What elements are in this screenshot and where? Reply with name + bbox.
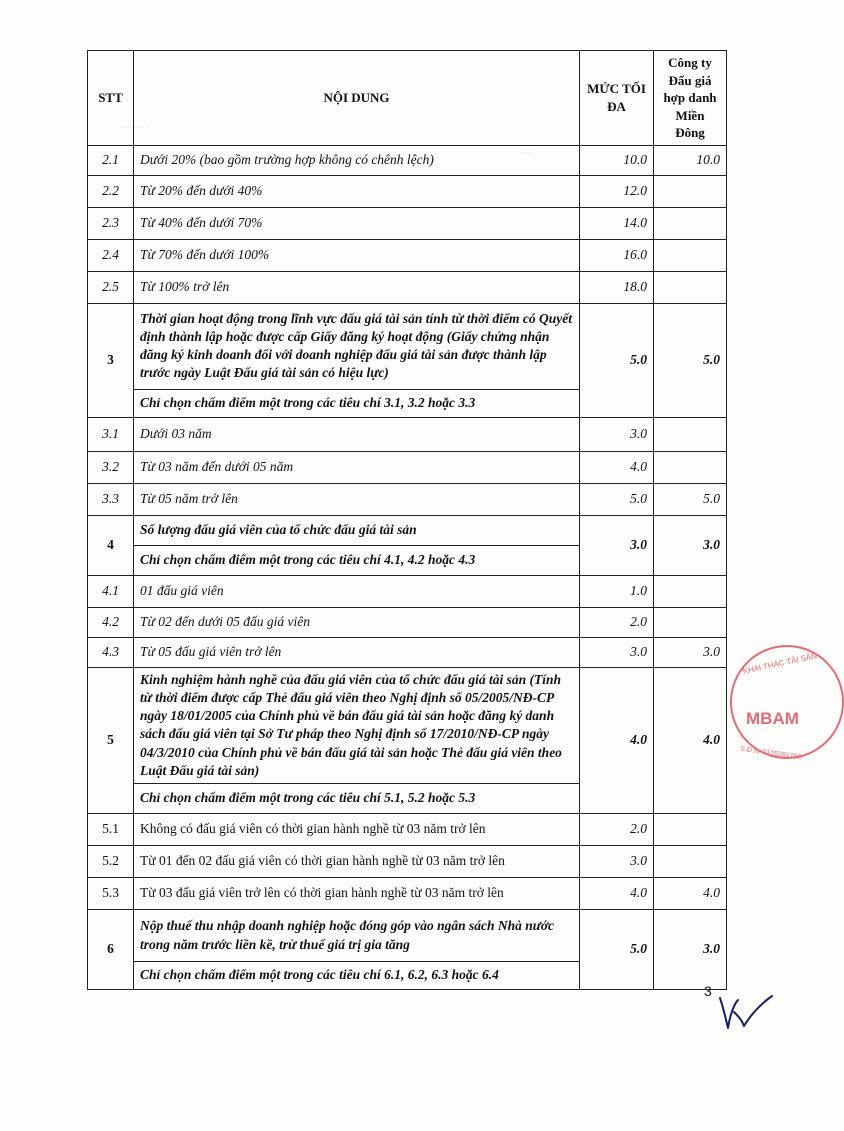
row-content: Từ 03 đấu giá viên trở lên có thời gian hành nghề từ 03 năm trở lên	[134, 878, 580, 910]
row-score	[654, 417, 727, 451]
row-score: 4.0	[654, 667, 727, 813]
table-row	[88, 846, 727, 878]
row-max: 2.0	[580, 814, 654, 846]
header-content: NỘI DUNG	[134, 51, 580, 146]
row-content: Số lượng đấu giá viên của tổ chức đấu giá tài sản	[134, 515, 580, 545]
table-row	[88, 878, 727, 910]
row-max: 4.0	[580, 878, 654, 910]
row-score	[654, 451, 727, 483]
table-row	[88, 814, 727, 846]
table-row	[88, 175, 727, 207]
table-row-group	[88, 303, 727, 389]
table-row	[88, 607, 727, 637]
header-stt: STT	[88, 51, 134, 146]
row-content: Nộp thuế thu nhập doanh nghiệp hoặc đóng góp vào ngân sách Nhà nước trong năm trước liền kề, trừ thuế giá trị gia tăng	[134, 910, 580, 962]
row-stt: 5.2	[88, 846, 134, 878]
row-content: Từ 100% trở lên	[134, 271, 580, 303]
row-max: 16.0	[580, 239, 654, 271]
handwritten-signature	[716, 990, 776, 1035]
table-row	[88, 417, 727, 451]
table-row	[88, 451, 727, 483]
row-score: 5.0	[654, 303, 727, 417]
row-max: 3.0	[580, 515, 654, 575]
row-content: Từ 05 năm trở lên	[134, 483, 580, 515]
row-score	[654, 846, 727, 878]
row-max: 14.0	[580, 207, 654, 239]
row-content: Thời gian hoạt động trong lĩnh vực đấu giá tài sản tính từ thời điểm có Quyết định thành lập hoặc được cấp Giấy đăng ký hoạt động (Giấy chứng nhận đăng ký kinh doanh đối với doanh nghiệp đấu giá tài sản được thành lập trước ngày Luật Đấu giá tài sản có hiệu lực)	[134, 303, 580, 389]
stamp-text-bottom: S.Đ.N: 0105281799	[739, 745, 802, 762]
row-stt: 2.2	[88, 175, 134, 207]
table-row	[88, 239, 727, 271]
stamp-text-top: KHAI THÁC TÀI SẢN	[741, 651, 818, 676]
table-header-row	[88, 51, 727, 146]
row-max: 5.0	[580, 303, 654, 417]
row-content: Từ 20% đến dưới 40%	[134, 175, 580, 207]
row-max: 3.0	[580, 846, 654, 878]
table-row	[88, 145, 727, 175]
row-content: Dưới 03 năm	[134, 417, 580, 451]
table-row	[88, 575, 727, 607]
row-content: Từ 02 đến dưới 05 đấu giá viên	[134, 607, 580, 637]
row-note: Chỉ chọn chấm điểm một trong các tiêu chí 5.1, 5.2 hoặc 5.3	[134, 784, 580, 814]
row-max: 18.0	[580, 271, 654, 303]
row-score: 3.0	[654, 515, 727, 575]
page-number: 3	[704, 983, 712, 999]
row-note: Chỉ chọn chấm điểm một trong các tiêu chí 3.1, 3.2 hoặc 3.3	[134, 389, 580, 417]
row-stt: 4.1	[88, 575, 134, 607]
table-row	[88, 271, 727, 303]
row-stt: 6	[88, 910, 134, 990]
table-row-group	[88, 515, 727, 545]
row-score: 3.0	[654, 637, 727, 667]
row-content: Từ 05 đấu giá viên trở lên	[134, 637, 580, 667]
table-row	[88, 207, 727, 239]
bleed-through-text: . . .	[520, 145, 532, 155]
row-content: Từ 01 đến 02 đấu giá viên có thời gian hành nghề từ 03 năm trở lên	[134, 846, 580, 878]
row-content: Dưới 20% (bao gồm trường hợp không có chênh lệch)	[134, 145, 580, 175]
row-stt: 3.1	[88, 417, 134, 451]
row-max: 5.0	[580, 910, 654, 990]
row-score: 10.0	[654, 145, 727, 175]
row-content: Không có đấu giá viên có thời gian hành nghề từ 03 năm trở lên	[134, 814, 580, 846]
row-score	[654, 814, 727, 846]
row-stt: 3.3	[88, 483, 134, 515]
row-score: 3.0	[654, 910, 727, 990]
row-max: 3.0	[580, 417, 654, 451]
row-max: 5.0	[580, 483, 654, 515]
row-score: 5.0	[654, 483, 727, 515]
row-score	[654, 271, 727, 303]
row-stt: 4.2	[88, 607, 134, 637]
row-stt: 3	[88, 303, 134, 417]
row-stt: 5.3	[88, 878, 134, 910]
row-max: 10.0	[580, 145, 654, 175]
row-stt: 5.1	[88, 814, 134, 846]
row-stt: 5	[88, 667, 134, 813]
table-row	[88, 637, 727, 667]
row-stt: 3.2	[88, 451, 134, 483]
row-score	[654, 607, 727, 637]
row-score	[654, 175, 727, 207]
row-max: 3.0	[580, 637, 654, 667]
header-company: Công ty Đấu giá hợp danh Miền Đông	[654, 51, 727, 146]
row-stt: 2.4	[88, 239, 134, 271]
stamp-text-center: MBAM	[746, 709, 799, 728]
row-stt: 2.5	[88, 271, 134, 303]
criteria-table	[87, 50, 727, 990]
table-row-group	[88, 910, 727, 962]
row-score	[654, 207, 727, 239]
row-content: Từ 03 năm đến dưới 05 năm	[134, 451, 580, 483]
row-max: 2.0	[580, 607, 654, 637]
row-stt: 2.3	[88, 207, 134, 239]
row-max: 12.0	[580, 175, 654, 207]
company-stamp	[730, 645, 844, 762]
table-row-group	[88, 667, 727, 783]
row-note: Chỉ chọn chấm điểm một trong các tiêu chí 4.1, 4.2 hoặc 4.3	[134, 545, 580, 575]
table-row	[88, 483, 727, 515]
bleed-through-text: . . . . . . .	[120, 120, 150, 130]
row-content: Từ 40% đến dưới 70%	[134, 207, 580, 239]
row-score	[654, 239, 727, 271]
row-max: 4.0	[580, 451, 654, 483]
row-note: Chỉ chọn chấm điểm một trong các tiêu chí 6.1, 6.2, 6.3 hoặc 6.4	[134, 962, 580, 990]
row-content: 01 đấu giá viên	[134, 575, 580, 607]
row-max: 4.0	[580, 667, 654, 813]
row-content: Kinh nghiệm hành nghề của đấu giá viên của tổ chức đấu giá tài sản (Tính từ thời điểm được cấp Thẻ đấu giá viên theo Nghị định số 05/2005/NĐ-CP ngày 18/01/2005 của Chính phủ về bán đấu giá tài sản hoặc đăng ký danh sách đấu giá viên tại Sở Tư pháp theo Nghị định số 17/2010/NĐ-CP ngày 04/3/2010 của Chính phủ về bán đấu giá tài sản hoặc Thẻ đấu giá viên theo Luật Đấu giá tài sản)	[134, 667, 580, 783]
row-score	[654, 575, 727, 607]
header-max: MỨC TỐI ĐA	[580, 51, 654, 146]
row-stt: 2.1	[88, 145, 134, 175]
row-score: 4.0	[654, 878, 727, 910]
row-stt: 4	[88, 515, 134, 575]
row-stt: 4.3	[88, 637, 134, 667]
row-content: Từ 70% đến dưới 100%	[134, 239, 580, 271]
row-max: 1.0	[580, 575, 654, 607]
